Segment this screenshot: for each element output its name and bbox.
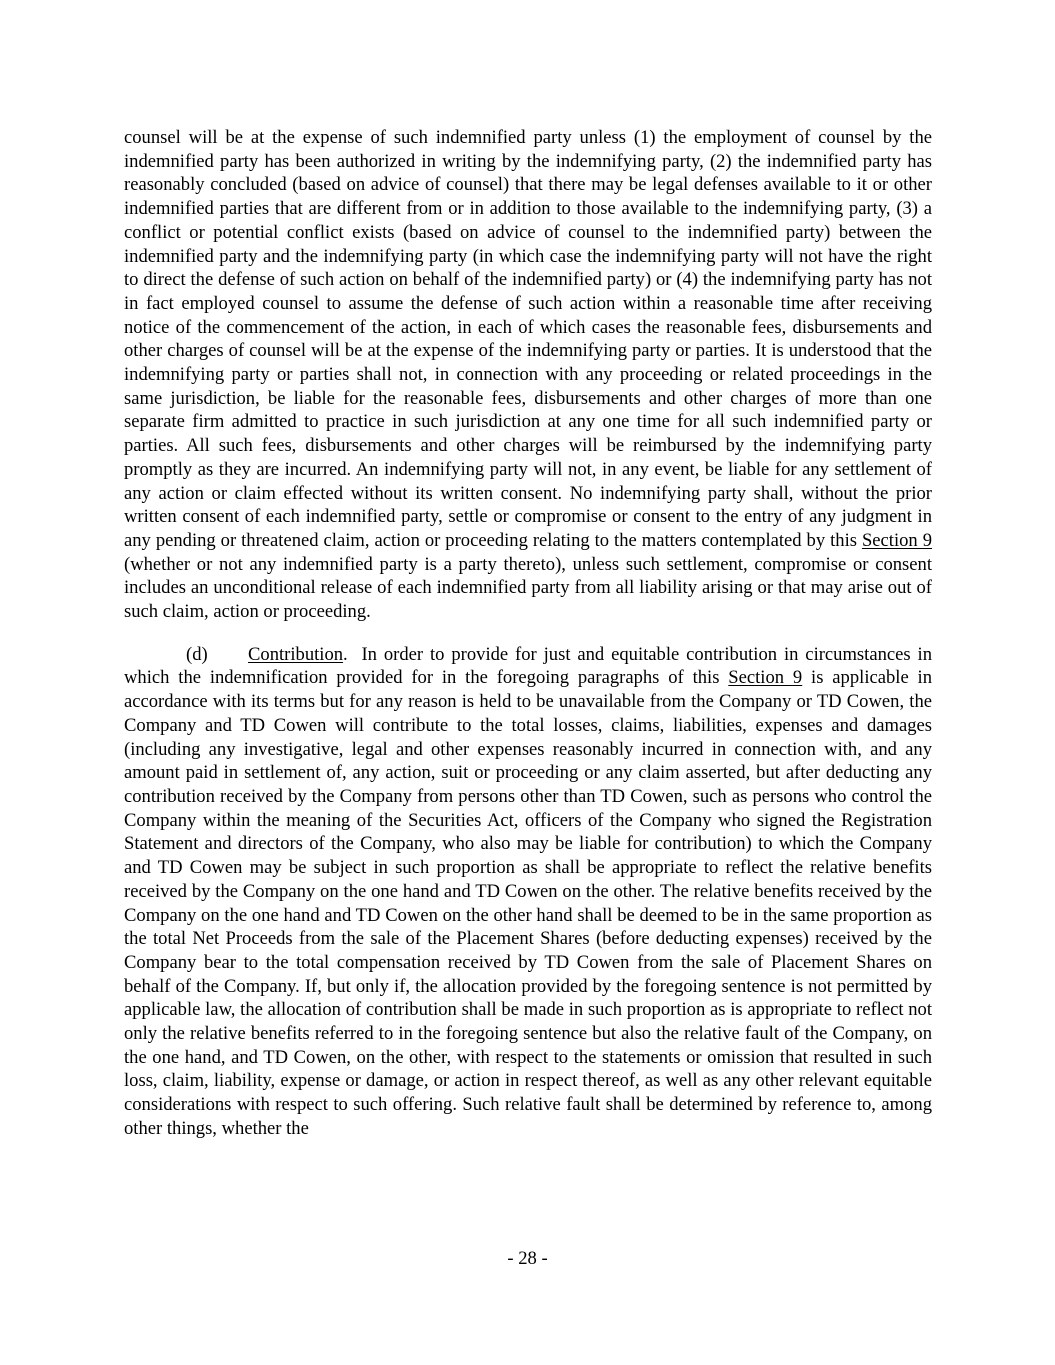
paragraph-text: is applicable in accordance with its terms but for any reason is held to be unavailable from the Company or TD Cowen, the Company and TD Cowen will contribute to the total losses, claims, liabilities, expenses and damages (including any investigative, legal and other expenses reasonably incurred in connection with, and any amount paid in settlement of, any action, suit or proceeding or any claim asserted, but after deducting any contribution received by the Company from persons other than TD Cowen, such as persons who control the Company within the meaning of the Securities Act, officers of the Company who signed the Registration Statement and directors of the Company, who also may be liable for contribution) to which the Company and TD Cowen may be subject in such proportion as shall be appropriate to reflect the relative benefits received by the Company on the one hand and TD Cowen on the other. The relative benefits received by the Company on the one hand and TD Cowen on the other hand shall be deemed to be in the same proportion as the total Net Proceeds from the sale of the Placement Shares (before deducting expenses) received by the Company bear to the total compensation received by TD Cowen from the sale of Placement Shares on behalf of the Company. If, but only if, the allocation provided by the foregoing sentence is not permitted by applicable law, the allocation of contribution shall be made in such proportion as is appropriate to reflect not only the relative benefits referred to in the foregoing sentence but also the relative fault of the Company, on the one hand, and TD Cowen, on the other, with respect to the statements or omission that resulted in such loss, claim, liability, expense or damage, or action in respect thereof, as well as any other relevant equitable considerations with respect to such offering. Such relative fault shall be determined by reference to, among other things, whether the <box>124 667 933 1139</box>
paragraph-text: (whether or not any indemnified party is a party thereto), unless such settlement, compromise or consent includes an unconditional release of each indemnified party from all liability arising or that may arise out of such claim, action or proceeding. <box>124 553 932 623</box>
page-number: - 28 - <box>507 1248 548 1269</box>
paragraph-text: In order to provide for just and equitable contribution in circumstances in which the indemnification provided for in the foregoing paragraphs of this <box>124 643 937 689</box>
heading-punctuation: . <box>343 643 348 665</box>
paragraph-text: counsel will be at the expense of such indemnified party unless (1) the employment of counsel by the indemnified party has been authorized in writing by the indemnifying party, (2) the indemnified party has reasonably concluded (based on advice of counsel) that there may be legal defenses available to it or other indemnified parties that are different from or in addition to those available to the indemnifying party, (3) a conflict or potential conflict exists (based on advice of counsel to the indemnified party) between the indemnified party and the indemnifying party (in which case the indemnifying party will not have the right to direct the defense of such action on behalf of the indemnified party) or (4) the indemnifying party has not in fact employed counsel to assume the defense of such action within a reasonable time after receiving notice of the commencement of the action, in each of which cases the reasonable fees, disbursements and other charges of counsel will be at the expense of the indemnifying party or parties. It is understood that the indemnifying party or parties shall not, in connection with any proceeding or related proceedings in the same jurisdiction, be liable for the reasonable fees, disbursements and other charges of more than one separate firm admitted to practice in such jurisdiction at any one time for all such indemnified party or parties. All such fees, disbursements and other charges will be reimbursed by the indemnifying party promptly as they are incurred. An indemnifying party will not, in any event, be liable for any settlement of any action or claim effected without its written consent. No indemnifying party shall, without the prior written consent of each indemnified party, settle or compromise or consent to the entry of any judgment in any pending or threatened claim, action or proceeding relating to the matters contemplated by this <box>124 127 932 551</box>
section-9-reference: Section 9 <box>861 529 932 551</box>
section-9-reference: Section 9 <box>728 667 803 689</box>
paragraph-indemnification-counsel <box>124 126 932 624</box>
paragraph-contribution <box>124 643 937 1141</box>
section-heading-contribution: Contribution <box>248 643 344 665</box>
item-label: (d) <box>186 643 208 665</box>
document-page <box>124 126 937 1141</box>
